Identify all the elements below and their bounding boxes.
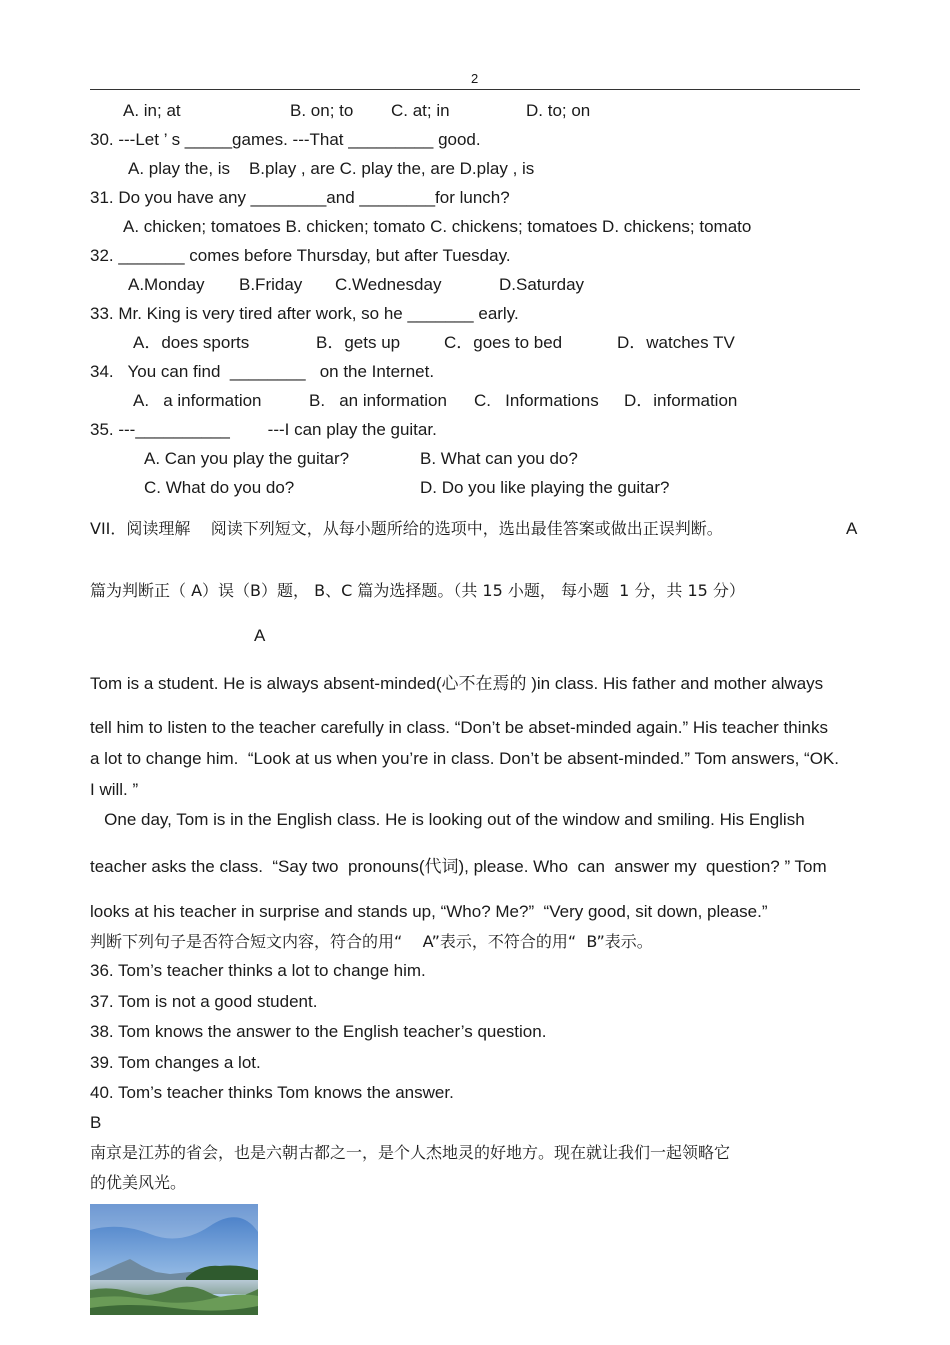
q33-option-a: A．does sports [133,333,250,352]
q34-option-a: A. a information [133,391,262,410]
q35-option-b: B. What can you do? [420,449,578,468]
q32-option-c: C.Wednesday [335,275,442,294]
nanjing-lake-photo [90,1204,258,1315]
passage-b-line: 南京是江苏的省会，也是六朝古都之一，是个人杰地灵的好地方。现在就让我们一起领略它 [90,1143,731,1162]
passage-a-line: One day, Tom is in the English class. He is looking out of the window and smiling. His English [90,810,805,829]
page-number: 2 [471,71,479,86]
passage-a-line: I will. ” [90,780,139,799]
q35-option-a: A. Can you play the guitar? [144,449,350,468]
q32-option-d: D.Saturday [499,275,585,294]
header-rule [90,89,860,90]
q33-option-b: B．gets up [316,333,401,352]
statement-39: 39. Tom changes a lot. [90,1053,261,1072]
statement-37: 37. Tom is not a good student. [90,992,318,1011]
passage-a-line: teacher asks the class. “Say two pronouns(代词), please. Who can answer my question? ” Tom [90,857,827,876]
q31-options: A. chicken; tomatoes B. chicken; tomato C. chickens; tomatoes D. chickens; tomato [123,217,752,236]
statement-38: 38. Tom knows the answer to the English teacher’s question. [90,1022,547,1041]
passage-a-line: looks at his teacher in surprise and stands up, “Who? Me?” “Very good, sit down, please.” [90,902,768,921]
statement-40: 40. Tom’s teacher thinks Tom knows the answer. [90,1083,454,1102]
section-heading: VII．阅读理解 阅读下列短文，从每小题所给的选项中，选出最佳答案或做出正误判断。 [90,519,723,538]
section-heading-tail: A [846,519,858,538]
q30-stem: 30. ---Let ’ s _____games. ---That _________ good. [90,130,481,149]
q31-stem: 31. Do you have any ________and ________for lunch? [90,188,510,207]
q29-option-d: D. to; on [526,101,591,120]
q29-option-c: C. at; in [391,101,450,120]
q35-option-c: C. What do you do? [144,478,295,497]
passage-a-line: tell him to listen to the teacher carefully in class. “Don’t be abset-minded again.” His teacher thinks [90,718,828,737]
passage-a-line: a lot to change him. “Look at us when you’re in class. Don’t be absent-minded.” Tom answers, “OK. [90,749,839,768]
passage-a-label: A [254,626,266,645]
statement-36: 36. Tom’s teacher thinks a lot to change him. [90,961,426,980]
q32-option-b: B.Friday [239,275,303,294]
q32-stem: 32. _______ comes before Thursday, but after Tuesday. [90,246,511,265]
passage-b-line: 的优美风光。 [90,1173,187,1192]
passage-a-line: Tom is a student. He is always absent-minded(心不在焉的 )in class. His father and mother always [90,674,824,693]
q33-option-d: D．watches TV [617,333,735,352]
judge-instruction: 判断下列句子是否符合短文内容，符合的用“ A”表示，不符合的用“ B”表示。 [90,932,653,951]
q35-option-d: D. Do you like playing the guitar? [420,478,670,497]
q34-option-b: B. an information [309,391,447,410]
q35-stem: 35. ---__________ ---I can play the guitar. [90,420,437,439]
q32-option-a: A.Monday [128,275,205,294]
q34-option-d: D．information [624,391,738,410]
passage-b-label: B [90,1113,102,1132]
q33-option-c: C．goes to bed [444,333,563,352]
section-heading-line2: 篇为判断正（ A）误（B）题， B、C 篇为选择题。（共 15 小题， 每小题 1 分，共 15 分） [90,581,745,600]
q33-stem: 33. Mr. King is very tired after work, so he _______ early. [90,304,519,323]
q29-option-b: B. on; to [290,101,354,120]
q34-option-c: C. Informations [474,391,599,410]
q30-options: A. play the, is B.play , are C. play the, are D.play , is [128,159,535,178]
q29-option-a: A. in; at [123,101,181,120]
q34-stem: 34. You can find ________ on the Internet. [90,362,435,381]
